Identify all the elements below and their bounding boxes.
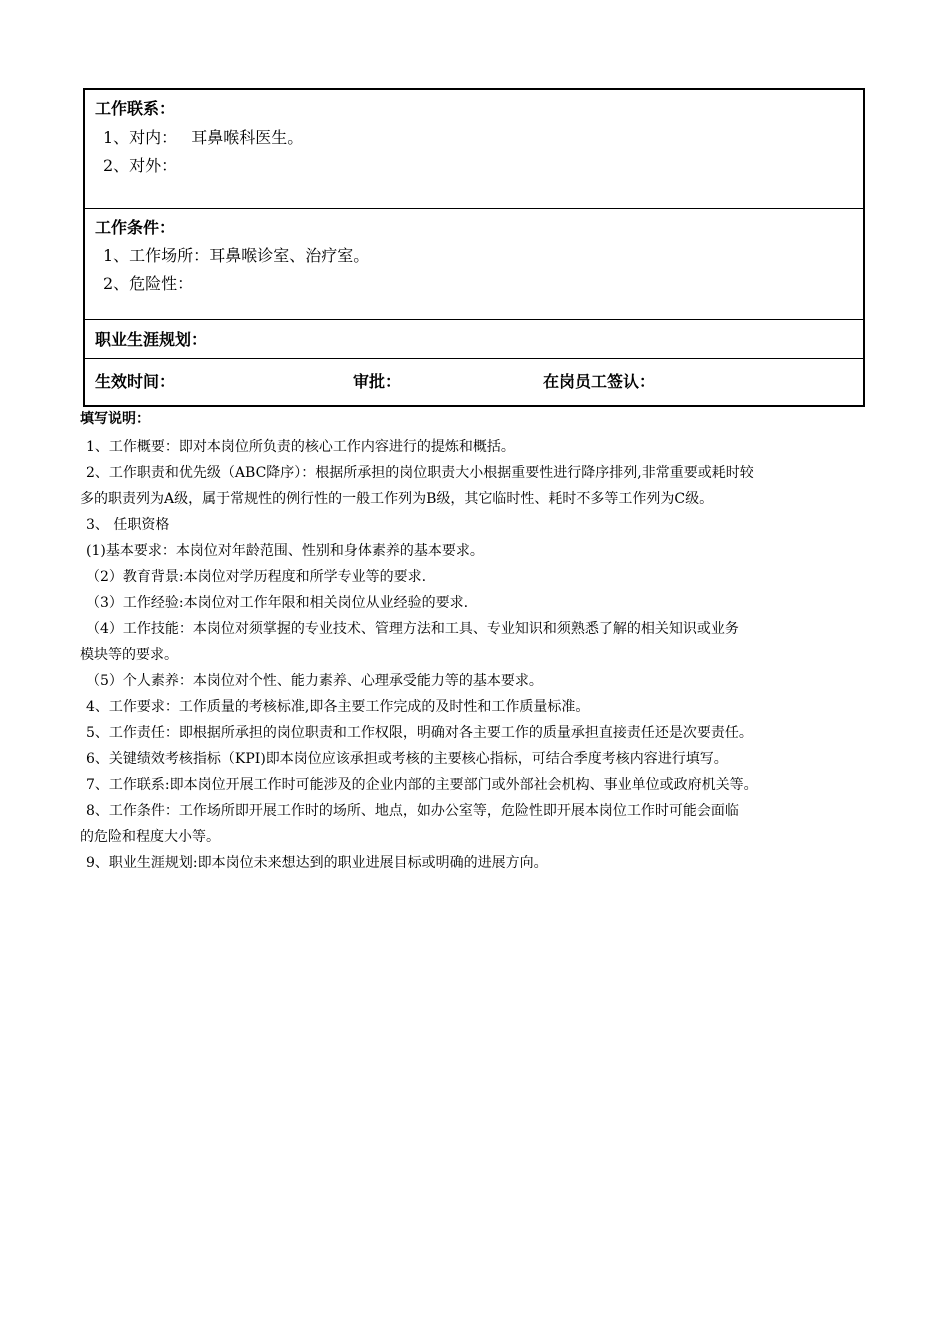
job-description-table xyxy=(83,88,865,407)
risk-line xyxy=(103,274,193,294)
internal-contact-label: 1、对内： xyxy=(103,128,178,147)
risk-label: 2、危险性： xyxy=(103,274,194,293)
work-conditions-title: 工作条件： xyxy=(95,218,176,237)
internal-contact-line xyxy=(103,128,303,148)
career-plan-title: 职业生涯规划： xyxy=(95,330,208,349)
note-line: （3）工作经验:本岗位对工作年限和相关岗位从业经验的要求. xyxy=(86,595,469,611)
filling-instructions-title: 填写说明： xyxy=(80,411,150,427)
filling-instructions xyxy=(78,410,893,876)
note-line: （4）工作技能：本岗位对须掌握的专业技术、管理方法和工具、专业知识和须熟悉了解的相关知识或业务 xyxy=(86,621,739,637)
work-contact-title: 工作联系： xyxy=(95,99,176,118)
note-line: （5）个人素养：本岗位对个性、能力素养、心理承受能力等的基本要求。 xyxy=(86,673,543,689)
employee-sign-label: 在岗员工签认： xyxy=(543,372,656,391)
note-line: 4、工作要求：工作质量的考核标准,即各主要工作完成的及时性和工作质量标准。 xyxy=(86,699,590,715)
note-line: 模块等的要求。 xyxy=(80,647,178,663)
approval-label: 审批： xyxy=(353,372,402,391)
work-place-label: 1、工作场所： xyxy=(103,246,210,265)
note-line: 的危险和程度大小等。 xyxy=(80,829,220,845)
work-place-value: 耳鼻喉诊室、治疗室。 xyxy=(209,246,370,265)
note-line: 1、工作概要：即对本岗位所负责的核心工作内容进行的提炼和概括。 xyxy=(86,439,515,455)
work-contact-section xyxy=(85,90,863,209)
work-place-line xyxy=(103,246,369,266)
career-plan-section xyxy=(85,320,863,359)
effective-time-label: 生效时间： xyxy=(95,372,176,391)
note-line: (1)基本要求：本岗位对年龄范围、性别和身体素养的基本要求。 xyxy=(86,543,484,559)
external-contact-label: 2、对外： xyxy=(103,156,178,175)
work-conditions-section xyxy=(85,209,863,320)
note-line: 多的职责列为A级，属于常规性的例行性的一般工作列为B级，其它临时性、耗时不多等工作列为C级。 xyxy=(80,491,714,507)
note-line: 2、工作职责和优先级（ABC降序）：根据所承担的岗位职责大小根据重要性进行降序排列,非常重要或耗时较 xyxy=(86,465,754,481)
internal-contact-value: 耳鼻喉科医生。 xyxy=(191,128,304,147)
note-line: （2）教育背景:本岗位对学历程度和所学专业等的要求. xyxy=(86,569,427,585)
external-contact-line xyxy=(103,156,177,176)
note-line: 3、 任职资格 xyxy=(86,517,170,533)
note-line: 7、工作联系:即本岗位开展工作时可能涉及的企业内部的主要部门或外部社会机构、事业单位或政府机关等。 xyxy=(86,777,758,793)
note-line: 9、职业生涯规划:即本岗位未来想达到的职业进展目标或明确的进展方向。 xyxy=(86,855,548,871)
note-line: 8、工作条件：工作场所即开展工作时的场所、地点，如办公室等，危险性即开展本岗位工作时可能会面临 xyxy=(86,803,739,819)
note-line: 6、关键绩效考核指标（KPI)即本岗位应该承担或考核的主要核心指标，可结合季度考核内容进行填写。 xyxy=(86,751,728,767)
note-line: 5、工作责任：即根据所承担的岗位职责和工作权限，明确对各主要工作的质量承担直接责任还是次要责任。 xyxy=(86,725,753,741)
signature-section xyxy=(85,359,863,405)
